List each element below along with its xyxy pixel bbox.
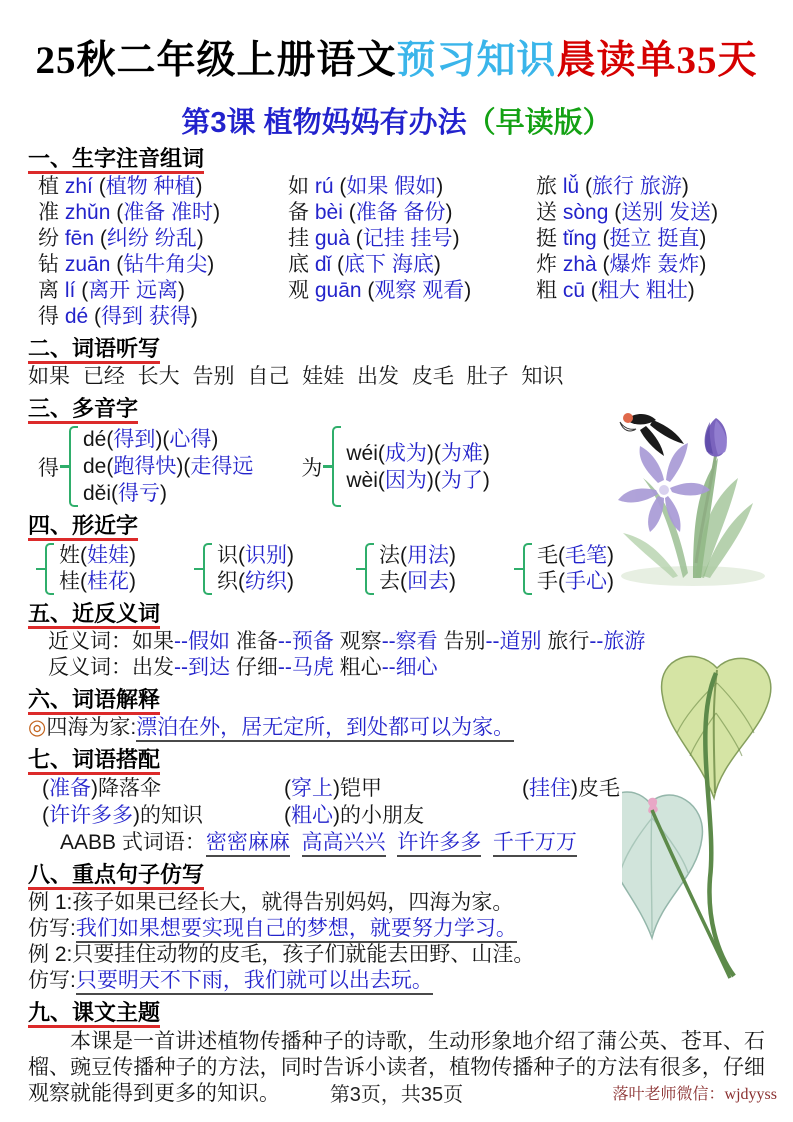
text-segment: 我们如果想要实现自己的梦想，就要努力学习。: [76, 917, 517, 943]
text-segment: 跑得快: [113, 455, 177, 478]
text-segment: 为了: [440, 468, 483, 492]
collocation-row: [28, 802, 765, 829]
bracket-shape: [332, 426, 341, 507]
text-segment: dé: [64, 305, 95, 328]
title-part-red: 晨读单35天: [556, 39, 758, 82]
imitation-sentence-1: [28, 916, 765, 942]
lesson-subtitle: [28, 106, 765, 140]
section-title-1: 一、生字注音组词: [28, 146, 765, 174]
text-segment: AABB 式词语：: [60, 831, 206, 854]
text-segment: 识(: [217, 544, 245, 567]
polyphone-entries: [83, 426, 253, 507]
text-segment: (: [116, 201, 124, 224]
text-segment: (: [99, 227, 107, 250]
text-segment: ): [190, 305, 198, 328]
text-segment: 粗心: [291, 804, 333, 827]
similar-chars-pair: [59, 543, 136, 595]
text-segment: 例 1:孩子如果已经长大，就得告别妈妈，四海为家。: [28, 891, 514, 914]
text-segment: 纺织: [245, 570, 287, 593]
collocation-section: [28, 775, 765, 856]
text-segment: 许许多多: [397, 831, 481, 857]
text-segment: 告别: [437, 630, 486, 653]
text-segment: 手(: [537, 570, 565, 593]
text-segment: 底下 海底: [344, 253, 434, 276]
text-segment: lí: [64, 279, 82, 302]
text-segment: tǐng: [562, 227, 603, 250]
bracket-tick: [514, 568, 523, 571]
text-segment: 因为: [384, 468, 427, 492]
title-part-black: 25秋二年级上册语文: [35, 39, 397, 82]
text-segment: 底: [288, 253, 315, 276]
text-segment: 挺: [536, 227, 563, 250]
similar-char-entry: [217, 569, 294, 595]
text-segment: 炸: [536, 253, 563, 276]
text-segment: bèi: [314, 201, 349, 224]
similar-chars-group: [36, 543, 194, 595]
char-entry: [536, 278, 718, 304]
text-segment: 旅行: [541, 630, 590, 653]
similar-char-entry: [537, 543, 614, 569]
text-segment: ): [160, 482, 168, 505]
collocation-item: [522, 775, 620, 802]
text-segment: 离: [38, 279, 65, 302]
text-segment: 粗: [536, 279, 563, 302]
text-segment: 准: [38, 201, 65, 224]
section-title-8: 八、重点句子仿写: [28, 862, 765, 890]
text-segment: ): [464, 279, 472, 302]
text-segment: (: [284, 804, 291, 827]
text-segment: guà: [314, 227, 356, 250]
text-segment: 千千万万: [493, 831, 577, 857]
text-segment: ): [178, 279, 186, 302]
text-segment: ): [445, 201, 453, 224]
char-entry: [536, 200, 718, 226]
text-segment: 如果 假如: [346, 175, 437, 198]
text-segment: 反义词：出发: [48, 656, 174, 679]
text-segment: 粗心: [333, 656, 382, 679]
text-segment: ): [287, 544, 294, 567]
section-title-4: 四、形近字: [28, 513, 765, 541]
text-segment: ): [433, 253, 441, 276]
similar-char-entry: [379, 569, 456, 595]
char-entry: [288, 200, 536, 226]
bracket-tick: [356, 568, 365, 571]
text-segment: ): [449, 570, 456, 593]
text-segment: dǐ: [314, 253, 338, 276]
bracket-tick: [194, 568, 203, 571]
text-segment: ): [129, 570, 136, 593]
text-segment: 仿写:: [28, 969, 76, 992]
text-segment: 离开 远离: [88, 279, 179, 302]
text-segment: 记挂 挂号: [362, 227, 453, 250]
text-segment: 近义词：如果: [48, 630, 174, 653]
text-segment: sòng: [562, 201, 615, 224]
text-segment: (: [98, 175, 106, 198]
text-segment: 得亏: [118, 482, 161, 505]
text-segment: de(: [83, 455, 114, 478]
text-segment: ): [711, 201, 719, 224]
synonyms-line: [28, 629, 765, 655]
text-segment: 许许多多: [49, 804, 133, 827]
text-segment: 走得远: [190, 455, 254, 478]
teacher-contact: 落叶老师微信：wjdyyss: [612, 1086, 777, 1103]
pinyin-column-3: [536, 174, 718, 330]
text-segment: 用法: [407, 544, 449, 567]
text-segment: )(: [426, 441, 441, 465]
text-segment: )皮毛: [571, 777, 620, 800]
text-segment: 去(: [379, 570, 407, 593]
text-segment: )(: [176, 455, 191, 478]
pinyin-column-2: [288, 174, 536, 330]
char-entry: [38, 278, 288, 304]
text-segment: 毛(: [537, 544, 565, 567]
text-segment: 四海为家:: [46, 716, 137, 739]
text-segment: 识别: [245, 544, 287, 567]
text-segment: 准备 准时: [123, 201, 214, 224]
text-segment: (: [284, 777, 291, 800]
text-segment: 桂花: [87, 570, 129, 593]
text-segment: 得到: [113, 428, 156, 451]
text-segment: zhǔn: [64, 201, 117, 224]
text-segment: 爆炸 轰炸: [609, 253, 700, 276]
text-segment: )(: [155, 428, 170, 451]
text-segment: 植物 种植: [105, 175, 196, 198]
text-segment: 成为: [384, 441, 427, 465]
similar-chars-group: [356, 543, 514, 595]
text-segment: (: [42, 777, 49, 800]
collocation-item: [42, 775, 284, 802]
text-segment: ): [607, 570, 614, 593]
text-segment: 密密麻麻: [206, 831, 290, 857]
text-segment: )降落伞: [91, 777, 161, 800]
polyphone-group-wei: [301, 426, 490, 507]
char-entry: [38, 200, 288, 226]
text-segment: ): [213, 201, 221, 224]
text-segment: 粗大 粗壮: [597, 279, 688, 302]
char-entry: [38, 304, 288, 330]
text-segment: )的小朋友: [333, 804, 424, 827]
text-segment: [386, 831, 398, 854]
text-segment: --道别: [485, 630, 542, 653]
dictation-words: 如果 已经 长大 告别 自己 娃娃 出发 皮毛 肚子 知识: [28, 365, 564, 388]
text-segment: (: [367, 279, 375, 302]
text-segment: 得到 获得: [101, 305, 191, 328]
text-segment: 纠纷 纷乱: [106, 227, 197, 250]
char-entry: [288, 252, 536, 278]
text-segment: 观察: [333, 630, 382, 653]
char-entry: [38, 226, 288, 252]
similar-chars-group: [514, 543, 614, 595]
antonyms-line: [28, 655, 765, 681]
text-segment: 毛笔: [565, 544, 607, 567]
text-segment: lǚ: [562, 175, 586, 198]
similar-char-entry: [217, 543, 294, 569]
text-segment: ): [436, 175, 444, 198]
text-segment: (: [94, 305, 102, 328]
text-segment: 织(: [217, 570, 245, 593]
text-segment: ): [687, 279, 695, 302]
text-segment: fēn: [64, 227, 100, 250]
text-segment: 旅: [536, 175, 563, 198]
polyphone-char: 为: [301, 456, 323, 480]
section-title-7: 七、词语搭配: [28, 747, 765, 775]
text-segment: rú: [314, 175, 340, 198]
text-segment: 桂(: [59, 570, 87, 593]
text-segment: 仿写:: [28, 917, 76, 940]
text-segment: 挺立 挺直: [609, 227, 700, 250]
text-segment: ): [482, 441, 490, 465]
text-segment: (: [81, 279, 89, 302]
similar-char-entry: [379, 543, 456, 569]
text-segment: (: [355, 227, 363, 250]
text-segment: 钻: [38, 253, 65, 276]
text-segment: dé(: [83, 428, 114, 451]
text-segment: (: [602, 253, 610, 276]
text-segment: --旅游: [589, 630, 646, 653]
text-segment: 观察 观看: [374, 279, 465, 302]
aabb-words-line: [28, 829, 765, 856]
text-segment: 观: [288, 279, 315, 302]
polyphone-section: [28, 426, 765, 507]
char-entry: [288, 278, 536, 304]
bracket-tick: [60, 465, 69, 468]
text-segment: (: [590, 279, 598, 302]
bracket-shape: [203, 543, 212, 595]
bracket-shape: [365, 543, 374, 595]
text-segment: ): [699, 253, 707, 276]
text-segment: 仔细: [230, 656, 278, 679]
text-segment: 漂泊在外，居无定所，到处都可以为家。: [136, 716, 514, 742]
text-segment: 挂住: [529, 777, 571, 800]
section-title-3: 三、多音字: [28, 396, 765, 424]
text-segment: 回去: [407, 570, 449, 593]
page-title: [28, 36, 765, 86]
similar-chars-group: [194, 543, 356, 595]
imitation-sentence-2: [28, 968, 765, 994]
text-segment: děi(: [83, 482, 119, 505]
text-segment: ): [607, 544, 614, 567]
example-sentence-2: [28, 942, 765, 968]
text-segment: wéi(: [346, 441, 385, 465]
text-segment: 为难: [440, 441, 483, 465]
text-segment: [290, 831, 302, 854]
page-number: 第3页，共35页: [329, 1084, 464, 1106]
char-entry: [536, 252, 718, 278]
text-segment: (: [339, 175, 347, 198]
text-segment: 旅行 旅游: [592, 175, 682, 198]
worksheet-content: [0, 36, 793, 1107]
text-segment: 高高兴兴: [302, 831, 386, 857]
similar-chars-pair: [537, 543, 614, 595]
text-segment: 挂: [288, 227, 315, 250]
text-segment: --假如: [174, 630, 230, 653]
text-segment: 穿上: [291, 777, 333, 800]
polyphone-entry: [83, 426, 253, 453]
char-entry: [38, 174, 288, 200]
text-segment: ): [482, 468, 490, 492]
title-part-cyan: 预习知识: [396, 39, 557, 82]
page-footer: [0, 1078, 793, 1110]
text-segment: (: [585, 175, 593, 198]
text-segment: ◎: [28, 716, 47, 739]
polyphone-entry: [83, 453, 253, 480]
text-segment: 准备: [230, 630, 278, 653]
text-segment: (: [602, 227, 610, 250]
collocation-item: [284, 775, 522, 802]
similar-chars-section: [28, 543, 765, 595]
text-segment: zhà: [562, 253, 603, 276]
text-segment: ): [196, 227, 204, 250]
similar-chars-pair: [217, 543, 294, 595]
text-segment: 心得: [169, 428, 212, 451]
text-segment: zhí: [64, 175, 99, 198]
text-segment: )(: [426, 468, 441, 492]
text-segment: )的知识: [133, 804, 203, 827]
text-segment: ): [211, 428, 219, 451]
example-sentence-1: [28, 890, 765, 916]
text-segment: --察看: [381, 630, 438, 653]
text-segment: 准备: [49, 777, 91, 800]
collocation-item: [284, 802, 424, 829]
text-segment: cū: [562, 279, 591, 302]
text-segment: 备: [288, 201, 315, 224]
section-title-5: 五、近反义词: [28, 601, 765, 629]
text-segment: 如: [288, 175, 315, 198]
text-segment: 纷: [38, 227, 65, 250]
pinyin-column-1: [38, 174, 288, 330]
bracket-shape: [523, 543, 532, 595]
text-segment: ): [452, 227, 460, 250]
text-segment: --马虎: [277, 656, 334, 679]
text-segment: [481, 831, 493, 854]
text-segment: (: [116, 253, 124, 276]
text-segment: (: [614, 201, 622, 224]
section-title-9: 九、课文主题: [28, 1000, 765, 1028]
polyphone-entries: [346, 440, 490, 494]
polyphone-entry: [83, 480, 253, 507]
text-segment: (: [337, 253, 345, 276]
text-segment: 得: [38, 305, 65, 328]
text-segment: ): [207, 253, 215, 276]
text-segment: ): [287, 570, 294, 593]
text-segment: 姓(: [59, 544, 87, 567]
section-title-6: 六、词语解释: [28, 687, 765, 715]
text-segment: zuān: [64, 253, 117, 276]
bracket-tick: [323, 465, 332, 468]
char-entry: [288, 226, 536, 252]
polyphone-group-de: [38, 426, 253, 507]
text-segment: (: [522, 777, 529, 800]
text-segment: 送别 发送: [621, 201, 712, 224]
definition-line: [28, 715, 765, 741]
polyphone-char: 得: [38, 456, 59, 480]
bracket-tick: [36, 568, 45, 571]
similar-char-entry: [537, 569, 614, 595]
text-segment: 手心: [565, 570, 607, 593]
polyphone-entry: [346, 440, 490, 467]
char-entry: [288, 174, 536, 200]
text-segment: 法(: [379, 544, 407, 567]
text-segment: 准备 备份: [355, 201, 446, 224]
text-segment: --预备: [277, 630, 334, 653]
similar-chars-pair: [379, 543, 456, 595]
collocation-item: [42, 802, 284, 829]
text-segment: 只要明天不下雨，我们就可以出去玩。: [76, 969, 433, 995]
char-entry: [38, 252, 288, 278]
text-segment: )铠甲: [333, 777, 382, 800]
theme-paragraph: 本课是一首讲述植物传播种子的诗歌，生动形象地介绍了蒲公英、苍耳、石榴、豌豆传播种子的方法，同时告诉小读者，植物传播种子的方法有很多，仔细观察就能得到更多的知识。: [28, 1030, 765, 1105]
char-entry: [536, 174, 718, 200]
similar-char-entry: [59, 543, 136, 569]
text-segment: 钻牛角尖: [123, 253, 208, 276]
text-segment: ): [129, 544, 136, 567]
text-segment: ): [449, 544, 456, 567]
edition-label: （早读版）: [466, 107, 612, 139]
text-segment: ): [681, 175, 689, 198]
similar-char-entry: [59, 569, 136, 595]
text-segment: --到达: [174, 656, 230, 679]
text-segment: (: [42, 804, 49, 827]
text-segment: wèi(: [346, 468, 385, 492]
section-title-2: 二、词语听写: [28, 336, 765, 364]
text-segment: --细心: [381, 656, 438, 679]
text-segment: 植: [38, 175, 65, 198]
text-segment: guān: [314, 279, 368, 302]
polyphone-entry: [346, 467, 490, 494]
pinyin-word-table: [28, 174, 765, 330]
bracket-shape: [69, 426, 78, 507]
collocation-row: [28, 775, 765, 802]
text-segment: ): [699, 227, 707, 250]
text-segment: ): [195, 175, 203, 198]
text-segment: 例 2:只要挂住动物的皮毛，孩子们就能去田野、山洼。: [28, 943, 535, 966]
text-segment: 送: [536, 201, 563, 224]
text-segment: (: [348, 201, 356, 224]
char-entry: [536, 226, 718, 252]
bracket-shape: [45, 543, 54, 595]
lesson-name: 第3课 植物妈妈有办法: [181, 107, 467, 139]
text-segment: 娃娃: [87, 544, 129, 567]
